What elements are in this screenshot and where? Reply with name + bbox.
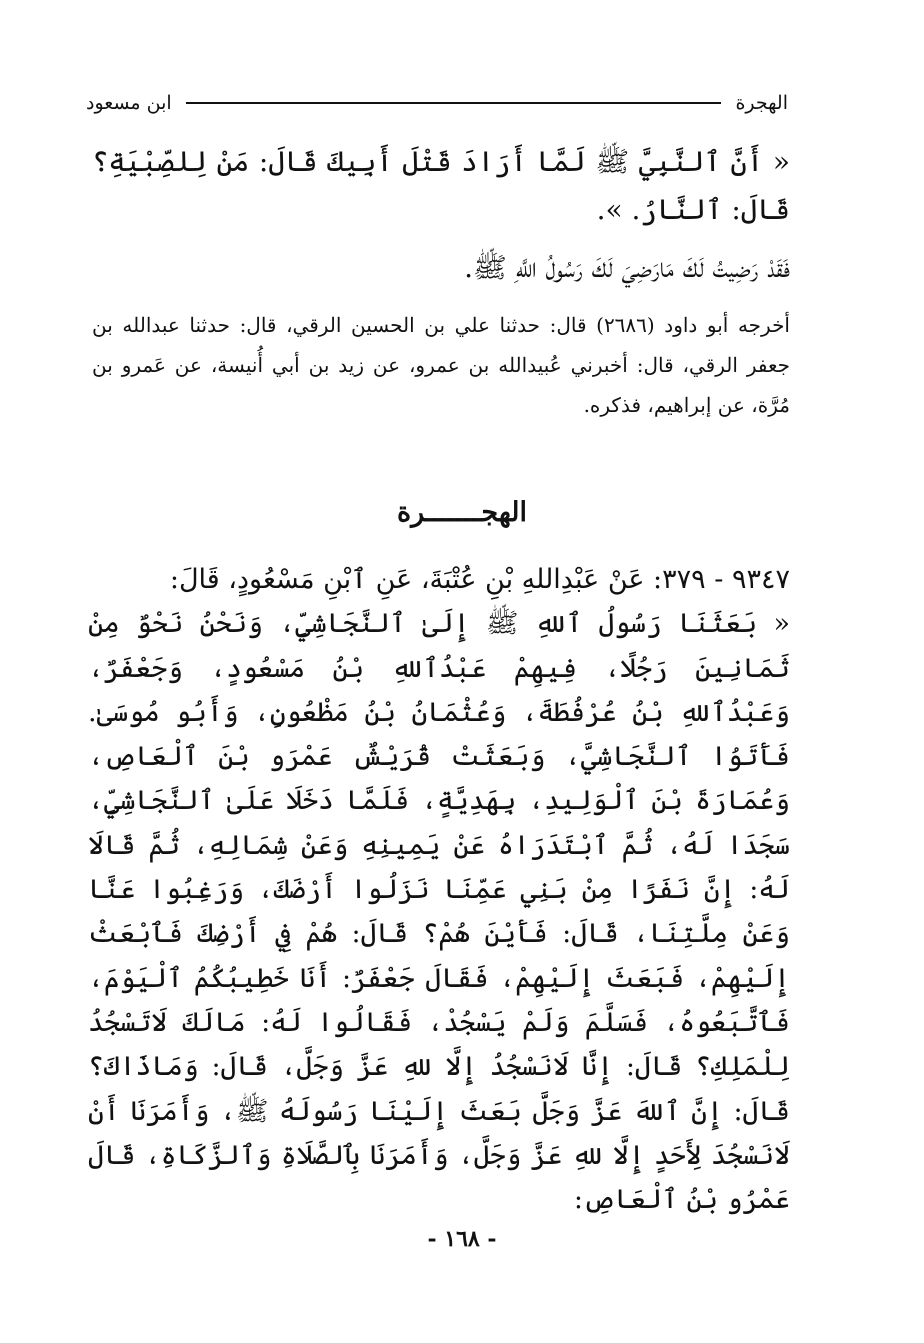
header-narrator: ابن مسعود <box>86 92 172 114</box>
page-number: - ١٦٨ - <box>427 1226 497 1252</box>
header-chapter: الهجرة <box>735 92 788 114</box>
running-header <box>86 92 788 114</box>
hadith-isnad: ٩٣٤٧ - ٣٧٩: عَنْ عَبْدِاللهِ بْنِ عُتْبَةَ، عَنِ ٱبْنِ مَسْعُودٍ، قَالَ: <box>169 564 790 595</box>
hadith-body <box>88 558 790 1222</box>
previous-hadith-poem: فَقَدْ رَضِيتُ لَكَ مَارَضِيَ لَكَ رَسُولُ اللَّهِ ﷺ. <box>464 251 790 284</box>
previous-hadith-quote: « أَنَّ ٱلنَّبِيَّ ﷺ لَمَّا أَرَادَ قَتْلَ أَبِيكَ قَالَ: مَنْ لِلصِّبْيَةِ؟ قَالَ: ٱلنَّارُ. ». <box>92 145 790 226</box>
hadith-matn: « بَعَثَنَا رَسُولُ ٱللهِ ﷺ إِلَىٰ ٱلنَّجَاشِيِّ، وَنَحْنُ نَحْوٌ مِنْ ثَمَانِينَ رَجُلًا، فِيهِمْ عَبْدُٱللهِ بْنُ مَسْعُودٍ، وَجَعْفَرٌ، وَعَبْدُٱللهِ بْنُ عُرْفُطَةَ، وَعُثْمَانُ بْنُ مَظْعُونٍ، وَأَبُو مُوسَىٰ. فَأَتَوُا ٱلنَّجَاشِيَّ، وَبَعَثَتْ قُرَيْشٌ عَمْرَو بْنَ ٱلْعَاصِ، وَعُمَارَةَ بْنَ ٱلْوَلِيدِ، بِهَدِيَّةٍ، فَلَمَّا دَخَلَا عَلَىٰ ٱلنَّجَاشِيِّ، سَجَدَا لَهُ، ثُمَّ ٱبْتَدَرَاهُ عَنْ يَمِينِهِ وَعَنْ شِمَالِهِ، ثُمَّ قَالَا لَهُ: إِنَّ نَفَرًا مِنْ بَنِي عَمِّنَا نَزَلُوا أَرْضَكَ، وَرَغِبُوا عَنَّا وَعَنْ مِلَّتِنَا، قَالَ: فَأَيْنَ هُمْ؟ قَالَ: هُمْ فِي أَرْضِكَ فَٱبْعَثْ إِلَيْهِمْ، فَبَعَثَ إِلَيْهِمْ، فَقَالَ جَعْفَرٌ: أَنَا خَطِيبُكُمُ ٱلْيَوْمَ، فَٱتَّبَعُوهُ، فَسَلَّمَ وَلَمْ يَسْجُدْ، فَقَالُوا لَهُ: مَالَكَ لَاتَسْجُدُ لِلْمَلِكِ؟ قَالَ: إِنَّا لَانَسْجُدُ إِلَّا للهِ عَزَّ وَجَلَّ، قَالَ: وَمَاذَاكَ؟ قَالَ: إِنَّ ٱللهَ عَزَّ وَجَلَّ بَعَثَ إِلَيْنَا رَسُولَهُ ﷺ، وَأَمَرَنَا أَنْ لَانَسْجُدَ لِأَحَدٍ إِلَّا للهِ عَزَّ وَجَلَّ، وَأَمَرَنَا بِٱلصَّلَاةِ وَٱلزَّكَاةِ، قَالَ عَمْرُو بْنُ ٱلْعَاصِ: <box>88 608 790 1216</box>
section-title <box>0 497 924 528</box>
takhrij-note: أخرجه أبو داود (٢٦٨٦) قال: حدثنا علي بن الحسين الرقي، قال: حدثنا عبدالله بن جعفر الرقي، قال: أخبرني عُبيدالله بن عمرو، عن زيد بن أبي أُنيسة، عن عَمرو بن مُرَّة، عن إبراهيم، فذكره. <box>92 313 790 417</box>
section-title-text: الهجـــــــرة <box>396 497 528 528</box>
header-rule <box>186 102 722 104</box>
